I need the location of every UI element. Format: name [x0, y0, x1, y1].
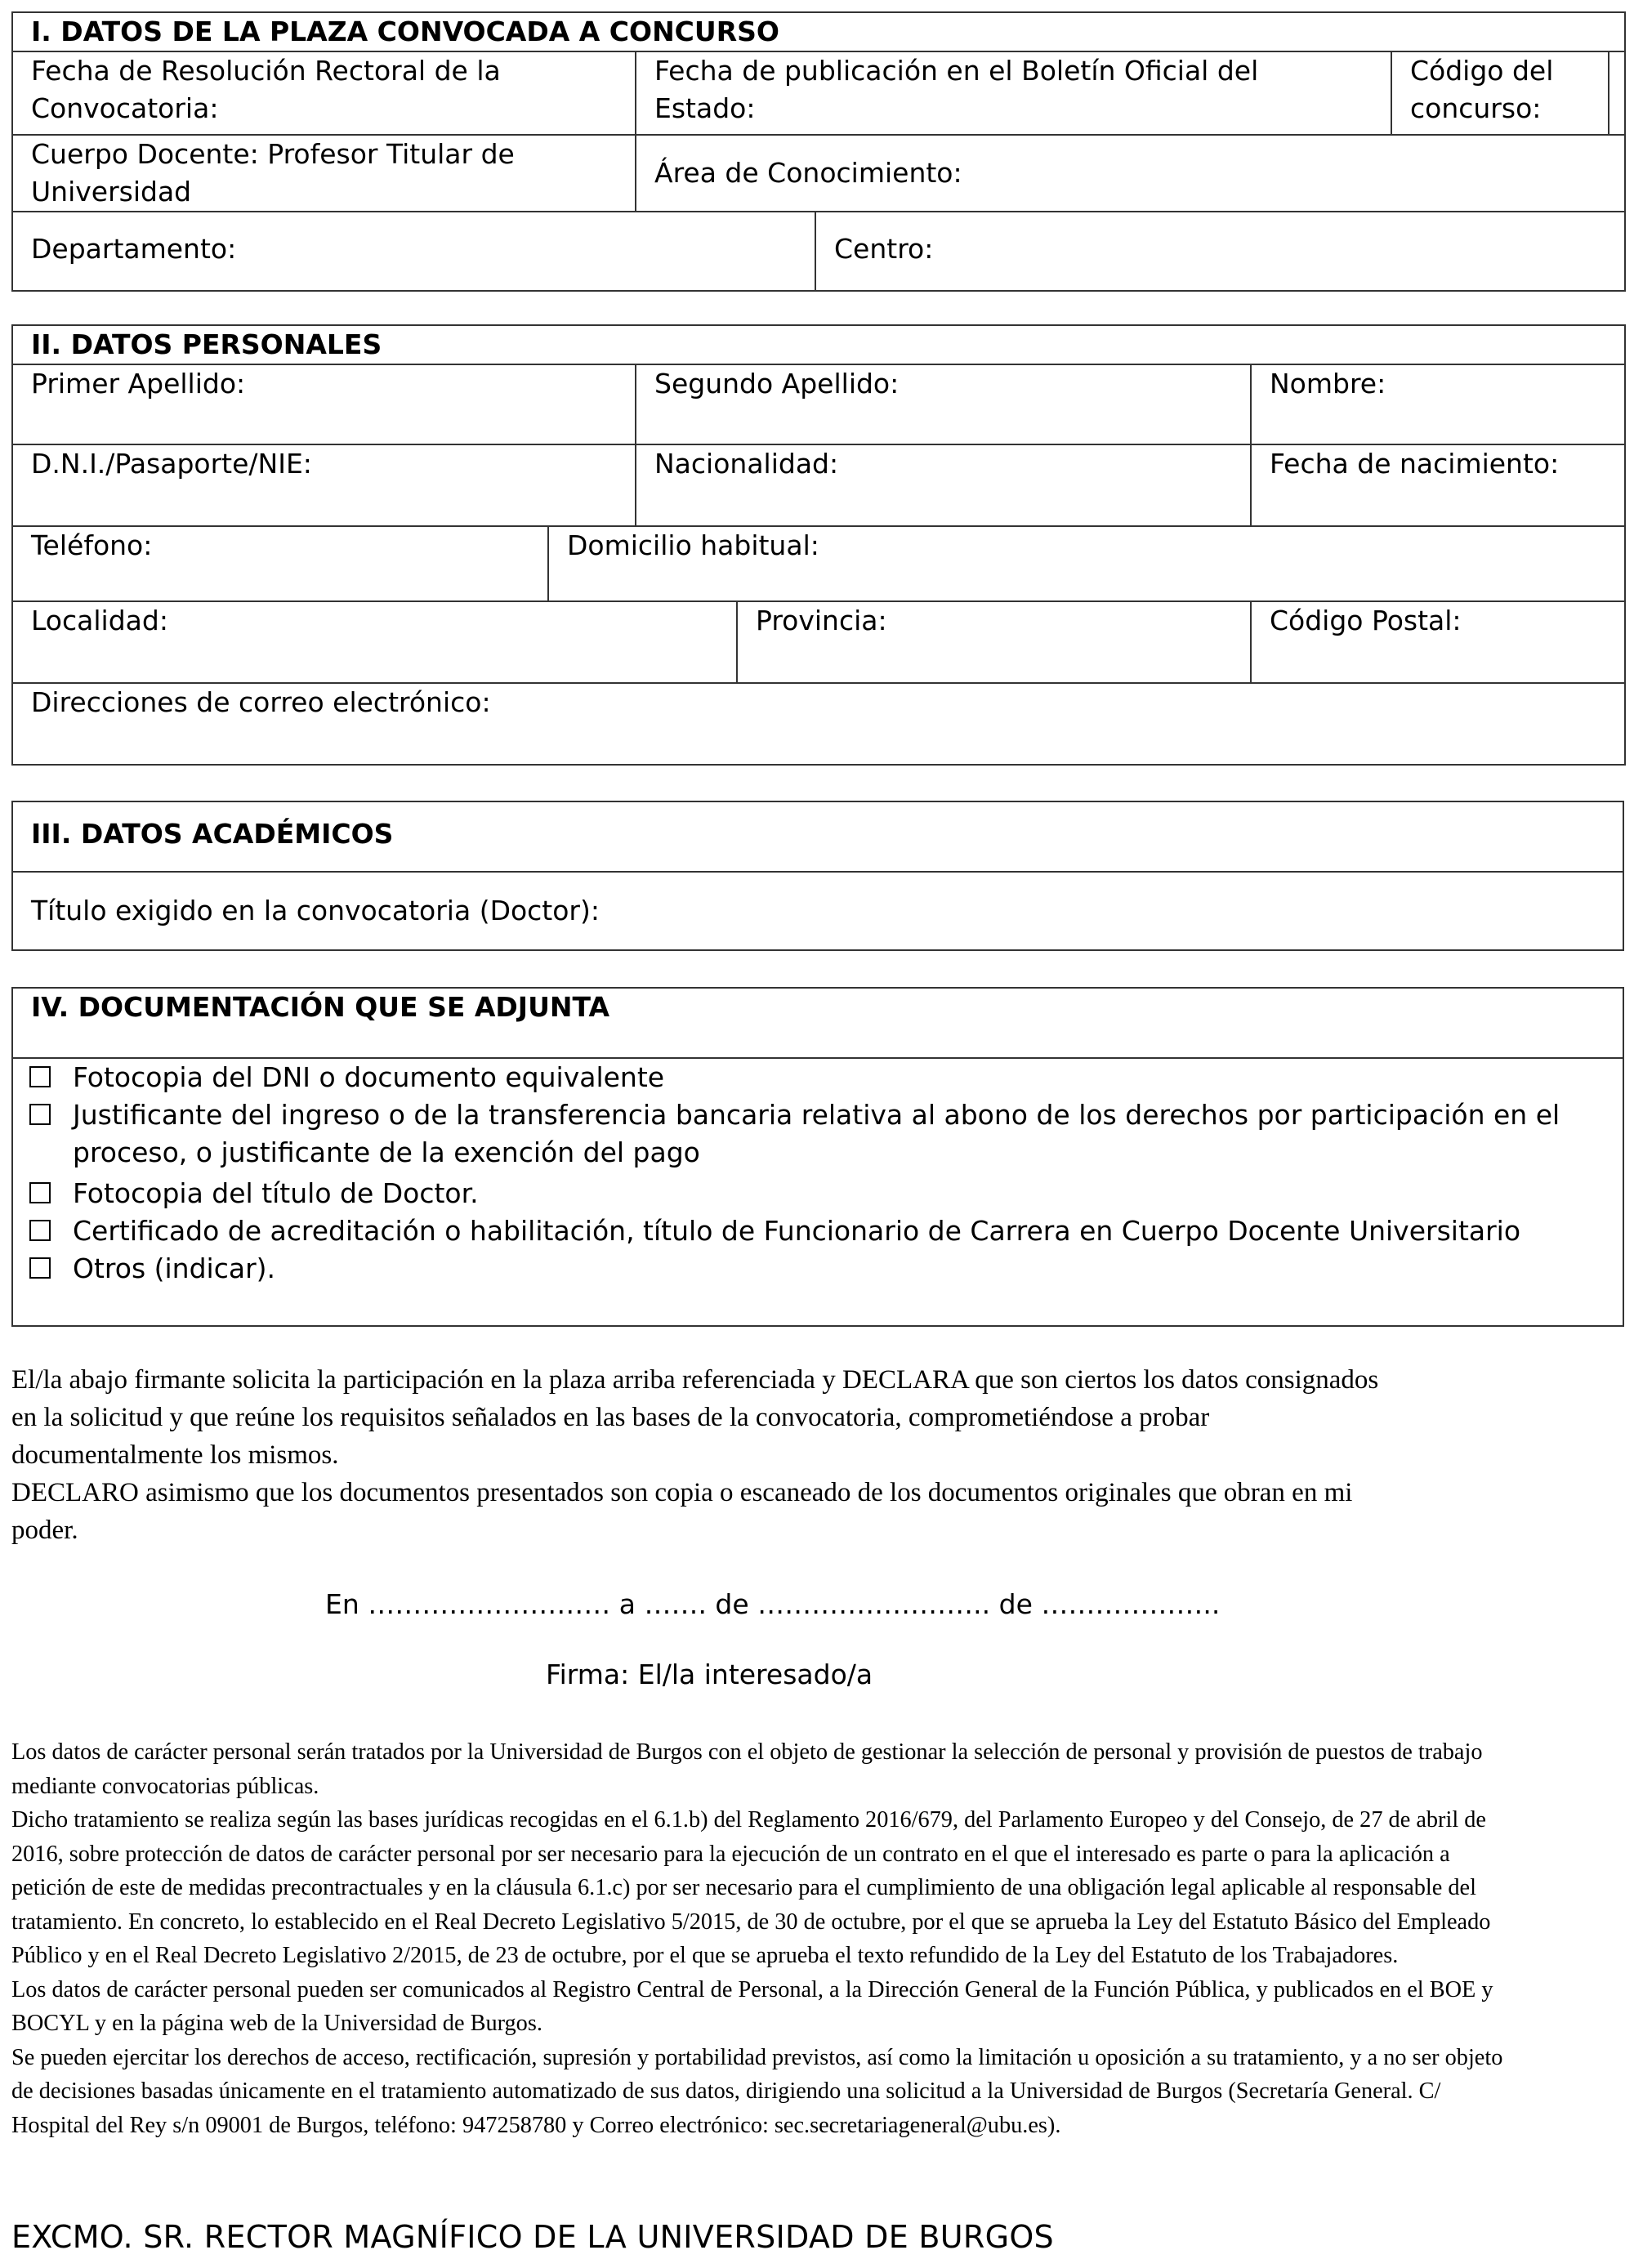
- doc-item-certificado: [13, 1212, 1590, 1250]
- doc-item-otros: [13, 1250, 1590, 1288]
- fecha-publicacion-field[interactable]: Fecha de publicación en el Boletín Oficial del Estado:: [636, 51, 1391, 135]
- doc-label-otros: Otros (indicar).: [73, 1252, 275, 1284]
- telefono-field[interactable]: Teléfono:: [12, 526, 548, 601]
- codigo-postal-field[interactable]: Código Postal:: [1251, 601, 1625, 683]
- departamento-field[interactable]: Departamento:: [12, 212, 815, 291]
- doc-label-certificado: Certificado de acreditación o habilitación, título de Funcionario de Carrera en Cuerpo Docente Universitario: [73, 1215, 1521, 1247]
- addressee-line: EXCMO. SR. RECTOR MAGNÍFICO DE LA UNIVERSIDAD DE BURGOS: [11, 2219, 1054, 2255]
- legal-paragraph-2: Dicho tratamiento se realiza según las bases jurídicas recogidas en el 6.1.b) del Reglamento 2016/679, del Parlamento Europeo y del Consejo, de 27 de abril de 2016, sobre protección de datos de carácter personal por ser necesario para la ejecución de un contrato en el que el interesado es parte o para la aplicación a petición de este de medidas precontractuales y en la cláusula 6.1.c) por ser necesario para el cumplimiento de una obligación legal aplicable al responsable del tratamiento. En concreto, lo establecido en el Real Decreto Legislativo 5/2015, de 30 de octubre, por el que se aprueba la Ley del Estatuto Básico del Empleado Público y en el Real Decreto Legislativo 2/2015, de 23 de octubre, por el que se aprueba el texto refundido de la Ley del Estatuto de los Trabajadores.: [11, 1807, 1491, 1968]
- section-personal-table: [11, 324, 1626, 766]
- section-documentacion-table: [11, 987, 1624, 1327]
- nacionalidad-field[interactable]: Nacionalidad:: [636, 444, 1251, 526]
- doc-label-titulo-doctor: Fotocopia del título de Doctor.: [73, 1177, 479, 1209]
- section-documentacion-title: IV. DOCUMENTACIÓN QUE SE ADJUNTA: [12, 988, 1623, 1058]
- section-plaza-title: I. DATOS DE LA PLAZA CONVOCADA A CONCURSO: [12, 12, 1625, 51]
- section-personal-title: II. DATOS PERSONALES: [12, 325, 1625, 364]
- section-academicos-table: [11, 801, 1624, 951]
- legal-paragraph-1: Los datos de carácter personal serán tratados por la Universidad de Burgos con el objeto de gestionar la selección de personal y provisión de puestos de trabajo mediante convocatorias públicas.: [11, 1739, 1483, 1799]
- provincia-field[interactable]: Provincia:: [737, 601, 1251, 683]
- checkbox-titulo-doctor[interactable]: [29, 1182, 51, 1203]
- doc-label-dni: Fotocopia del DNI o documento equivalente: [73, 1061, 665, 1093]
- cuerpo-docente-field[interactable]: Cuerpo Docente: Profesor Titular de Universidad: [12, 135, 636, 212]
- doc-label-justificante: Justificante del ingreso o de la transferencia bancaria relativa al abono de los derechos por participación en el proceso, o justificante de la exención del pago: [73, 1099, 1560, 1168]
- doc-item-dni: [13, 1059, 1590, 1096]
- codigo-concurso-label: Código del concurso:: [1410, 55, 1554, 124]
- primer-apellido-field[interactable]: Primer Apellido:: [12, 364, 636, 444]
- area-conocimiento-field[interactable]: Área de Conocimiento:: [636, 135, 1625, 212]
- doc-item-justificante: [13, 1096, 1590, 1172]
- fecha-nacimiento-field[interactable]: Fecha de nacimiento:: [1251, 444, 1625, 526]
- place-date-line[interactable]: En ……………………… a ……. de …………………….. de ………………..: [325, 1588, 1221, 1620]
- declaration-text: [11, 1361, 1384, 1549]
- signature-label: Firma: El/la interesado/a: [546, 1659, 873, 1690]
- titulo-exigido-field[interactable]: Título exigido en la convocatoria (Doctor):: [12, 872, 1623, 950]
- domicilio-field[interactable]: Domicilio habitual:: [548, 526, 1625, 601]
- section-plaza-table: [11, 11, 1626, 292]
- declaration-paragraph-2: DECLARO asimismo que los documentos presentados son copia o escaneado de los documentos originales que obran en mi poder.: [11, 1478, 1353, 1545]
- localidad-field[interactable]: Localidad:: [12, 601, 737, 683]
- legal-paragraph-3: Los datos de carácter personal pueden ser comunicados al Registro Central de Personal, a la Dirección General de la Función Pública, y publicados en el BOE y BOCYL y en la página web de la Universidad de Burgos.: [11, 1976, 1493, 2036]
- codigo-concurso-field[interactable]: [1608, 52, 1624, 134]
- declaration-paragraph-1: El/la abajo firmante solicita la participación en la plaza arriba referenciada y DECLARA que son ciertos los datos consignados en la solicitud y que reúne los requisitos señalados en las bases de la convocatoria, comprometiéndose a probar documentalmente los mismos.: [11, 1365, 1379, 1470]
- data-protection-notice: [11, 1735, 1515, 2142]
- nombre-field[interactable]: Nombre:: [1251, 364, 1625, 444]
- dni-field[interactable]: D.N.I./Pasaporte/NIE:: [12, 444, 636, 526]
- correo-electronico-field[interactable]: Direcciones de correo electrónico:: [12, 683, 1625, 765]
- checkbox-otros[interactable]: [29, 1257, 51, 1279]
- centro-field[interactable]: Centro:: [815, 212, 1625, 291]
- checkbox-justificante[interactable]: [29, 1104, 51, 1125]
- section-academicos-title: III. DATOS ACADÉMICOS: [12, 801, 1623, 872]
- doc-item-titulo-doctor: [13, 1175, 1590, 1212]
- checkbox-certificado[interactable]: [29, 1220, 51, 1241]
- fecha-resolucion-field[interactable]: Fecha de Resolución Rectoral de la Convocatoria:: [12, 51, 636, 135]
- checkbox-dni[interactable]: [29, 1066, 51, 1087]
- legal-paragraph-4: Se pueden ejercitar los derechos de acceso, rectificación, supresión y portabilidad previstos, así como la limitación u oposición a su tratamiento, y a no ser objeto de decisiones basadas únicamente en el tratamiento automatizado de sus datos, dirigiendo una solicitud a la Universidad de Burgos (Secretaría General. C/ Hospital del Rey s/n 09001 de Burgos, teléfono: 947258780 y Correo electrónico: sec.secretariageneral@ubu.es).: [11, 2044, 1503, 2138]
- segundo-apellido-field[interactable]: Segundo Apellido:: [636, 364, 1251, 444]
